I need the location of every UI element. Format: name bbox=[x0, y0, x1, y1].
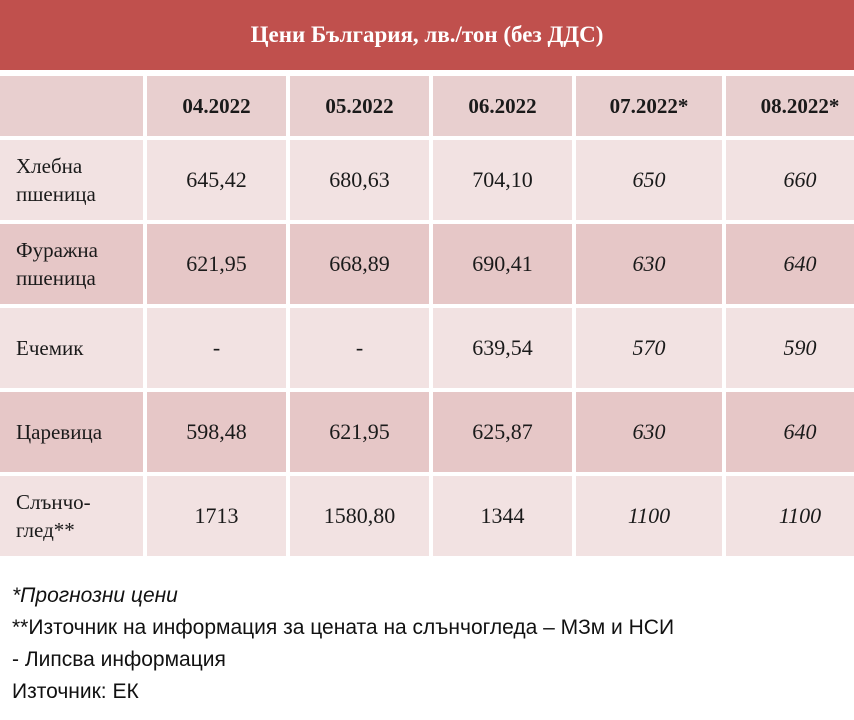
header-cell-empty bbox=[0, 76, 143, 136]
footnotes bbox=[12, 580, 842, 708]
forecast-value-cell: 640 bbox=[726, 392, 854, 472]
header-cell-05-2022: 05.2022 bbox=[290, 76, 429, 136]
forecast-value-cell: 1100 bbox=[576, 476, 722, 556]
forecast-value-cell: 640 bbox=[726, 224, 854, 304]
forecast-value-cell: 630 bbox=[576, 224, 722, 304]
value-cell: 598,48 bbox=[147, 392, 286, 472]
crop-name-cell: Царевица bbox=[0, 392, 143, 472]
table-row bbox=[0, 392, 854, 472]
value-cell: 621,95 bbox=[290, 392, 429, 472]
value-cell: 668,89 bbox=[290, 224, 429, 304]
value-cell: - bbox=[290, 308, 429, 388]
forecast-value-cell: 630 bbox=[576, 392, 722, 472]
table-title: Цени България, лв./тон (без ДДС) bbox=[250, 22, 604, 47]
forecast-value-cell: 1100 bbox=[726, 476, 854, 556]
value-cell: 1580,80 bbox=[290, 476, 429, 556]
value-cell: 704,10 bbox=[433, 140, 572, 220]
value-cell: 690,41 bbox=[433, 224, 572, 304]
header-cell-06-2022: 06.2022 bbox=[433, 76, 572, 136]
value-cell: 621,95 bbox=[147, 224, 286, 304]
table-row bbox=[0, 224, 854, 304]
value-cell: 625,87 bbox=[433, 392, 572, 472]
value-cell: 680,63 bbox=[290, 140, 429, 220]
table-row bbox=[0, 308, 854, 388]
footnote-forecast: *Прогнозни цени bbox=[12, 584, 178, 607]
table-title-bar bbox=[0, 0, 854, 70]
footnote-sunflower-source: **Източник на информация за цената на слънчогледа – МЗм и НСИ bbox=[12, 616, 675, 639]
crop-name-cell: Ечемик bbox=[0, 308, 143, 388]
value-cell: 639,54 bbox=[433, 308, 572, 388]
crop-name-cell: Слънчо- глед** bbox=[0, 476, 143, 556]
header-cell-04-2022: 04.2022 bbox=[147, 76, 286, 136]
header-cell-07-2022: 07.2022* bbox=[576, 76, 722, 136]
footnote-missing: - Липсва информация bbox=[12, 648, 226, 671]
price-table bbox=[0, 72, 854, 560]
crop-name-cell: Фуражна пшеница bbox=[0, 224, 143, 304]
crop-name-cell: Хлебна пшеница bbox=[0, 140, 143, 220]
forecast-value-cell: 570 bbox=[576, 308, 722, 388]
value-cell: 1344 bbox=[433, 476, 572, 556]
table-header-row bbox=[0, 76, 854, 136]
table-row bbox=[0, 476, 854, 556]
forecast-value-cell: 650 bbox=[576, 140, 722, 220]
value-cell: 645,42 bbox=[147, 140, 286, 220]
forecast-value-cell: 590 bbox=[726, 308, 854, 388]
table-row bbox=[0, 140, 854, 220]
footnote-source: Източник: ЕК bbox=[12, 680, 139, 703]
forecast-value-cell: 660 bbox=[726, 140, 854, 220]
header-cell-08-2022: 08.2022* bbox=[726, 76, 854, 136]
value-cell: - bbox=[147, 308, 286, 388]
value-cell: 1713 bbox=[147, 476, 286, 556]
